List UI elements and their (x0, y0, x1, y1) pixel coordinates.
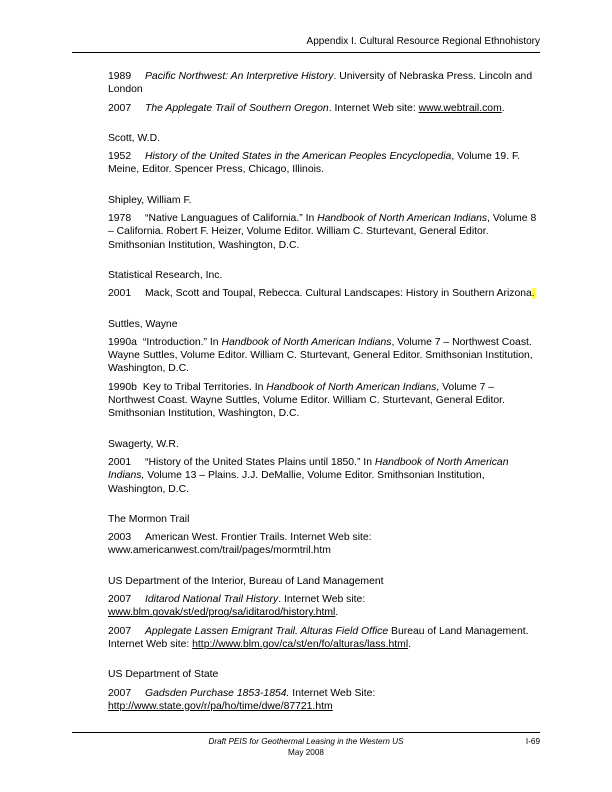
reference-entry (108, 212, 540, 252)
reference-text: Volume 13 – Plains. J.J. DeMallie, Volume Editor. Smithsonian Institution, Washington, D.C. (108, 470, 485, 495)
reference-year: 1978 (108, 213, 132, 225)
reference-text: . University of Nebraska Press. Lincoln and London (108, 71, 533, 96)
reference-link[interactable]: www.webtrail.com (418, 102, 502, 114)
reference-text: “History of the United States Plains until 1850.” In (145, 456, 375, 468)
reference-text: , Volume 7 – Northwest Coast. Wayne Suttles, Volume Editor. William C. Sturtevant, General Editor. Smithsonian Institution, Washington, D.C. (108, 381, 505, 420)
reference-title: Iditarod National Trail History (145, 594, 279, 606)
reference-title: Gadsden Purchase 1853-1854. (145, 687, 290, 699)
reference-year: 2003 (108, 532, 132, 544)
reference-author: US Department of the Interior, Bureau of Land Management (108, 575, 384, 587)
reference-text: . Internet Web site: (328, 102, 419, 114)
reference-author: The Mormon Trail (108, 513, 190, 525)
footer-date: May 2008 (288, 748, 324, 757)
reference-author: US Department of State (108, 669, 219, 681)
reference-year: 2007 (108, 687, 132, 699)
reference-entry (108, 287, 540, 300)
reference-link[interactable]: http://www.state.gov/r/pa/ho/time/dwe/87721.htm (108, 700, 333, 712)
reference-link[interactable]: www.blm.govak/st/ed/prog/sa/iditarod/history.html (108, 607, 336, 619)
reference-year: 2001 (108, 288, 132, 300)
footer-rule (72, 732, 540, 733)
reference-text: “Introduction.” In (142, 336, 222, 348)
reference-title: Handbook of North American Indians, (108, 456, 509, 482)
reference-entry (108, 593, 540, 620)
reference-entry (108, 102, 540, 115)
reference-list (108, 70, 540, 718)
reference-title: Handbook of North American Indians (317, 213, 488, 225)
reference-title: Pacific Northwest: An Interpretive History (145, 71, 334, 82)
reference-entry (108, 687, 540, 714)
reference-entry (108, 70, 540, 97)
reference-title: Applegate Lassen Emigrant Trail. Alturas Field Office (145, 625, 389, 637)
reference-entry (108, 336, 540, 376)
reference-entry (108, 456, 540, 496)
reference-text: . Internet Web site: (278, 594, 366, 606)
reference-title: Handbook of North American Indians (266, 381, 437, 393)
reference-text: “Native Languagues of California.” In (145, 213, 318, 225)
reference-year: 1952 (108, 151, 132, 163)
footer-document-title: Draft PEIS for Geothermal Leasing in the Western US (208, 737, 404, 746)
header-rule (72, 52, 540, 53)
reference-entry (108, 531, 540, 558)
reference-text: Bureau of Land Management. Internet Web site: (108, 625, 529, 650)
reference-title: The Applegate Trail of Southern Oregon (145, 102, 329, 114)
reference-text: American West. Frontier Trails. Internet Web site: www.americanwest.com/trail/pages/mormtril.htm (108, 532, 372, 557)
reference-text: . (335, 607, 339, 619)
reference-year: 2007 (108, 102, 132, 114)
reference-author: Statistical Research, Inc. (108, 269, 223, 281)
reference-author: Swagerty, W.R. (108, 438, 179, 450)
reference-year: 1990b (108, 381, 137, 393)
reference-text: Mack, Scott and Toupal, Rebecca. Cultural Landscapes: History in Southern Arizona (145, 288, 532, 300)
reference-year: 1990a (108, 336, 137, 348)
highlighted-text: . (531, 288, 535, 300)
reference-year: 2007 (108, 594, 132, 606)
reference-text: , Volume 7 – Northwest Coast. Wayne Suttles, Volume Editor. William C. Sturtevant, General Editor. Smithsonian Institution, Washington, D.C. (108, 336, 533, 375)
reference-text: , Volume 19. F. Meine, Editor. Spencer Press, Chicago, Illinois. (108, 151, 521, 176)
page-number: I-69 (525, 737, 540, 746)
reference-author: Scott, W.D. (108, 132, 160, 144)
reference-year: 2001 (108, 456, 132, 468)
reference-text: Internet Web Site: (289, 687, 376, 699)
reference-title: History of the United States in the American Peoples Encyclopedia (145, 151, 452, 163)
reference-year: 1989 (108, 71, 132, 82)
reference-author: Shipley, William F. (108, 194, 192, 206)
reference-text: . (501, 102, 505, 114)
reference-link[interactable]: http://www.blm.gov/ca/st/en/fo/alturas/lass.html (192, 638, 409, 650)
running-header: Appendix I. Cultural Resource Regional Ethnohistory (306, 36, 540, 47)
reference-author: Suttles, Wayne (108, 318, 178, 330)
reference-title: Handbook of North American Indians (221, 336, 392, 348)
reference-entry (108, 381, 540, 421)
reference-text: , Volume 8 – California. Robert F. Heizer, Volume Editor. William C. Sturtevant, General Editor. Smithsonian Institution, Washington, D.C. (108, 213, 537, 251)
reference-entry (108, 150, 540, 177)
reference-entry (108, 625, 540, 652)
reference-text: Key to Tribal Territories. In (142, 381, 267, 393)
reference-text: . (408, 638, 412, 650)
reference-year: 2007 (108, 625, 132, 637)
